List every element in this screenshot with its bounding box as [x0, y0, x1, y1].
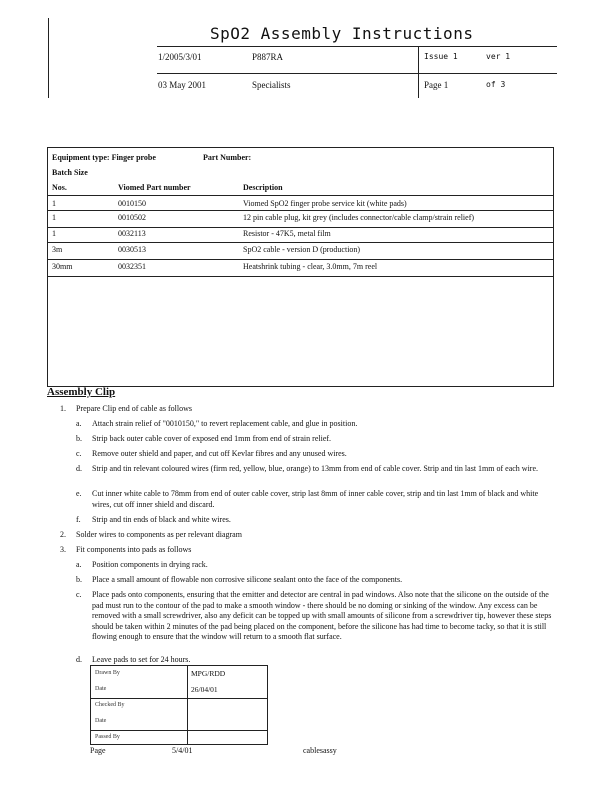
row-divider	[47, 227, 554, 228]
step-2-number: 2.	[60, 530, 66, 539]
row-2-nos: 1	[52, 213, 56, 222]
part-code: P887RA	[252, 52, 284, 62]
footer-date: 5/4/01	[172, 746, 193, 755]
step-1-text: Prepare Clip end of cable as follows	[76, 404, 192, 413]
step-3c-text: Place pads onto components, ensuring that the emitter and detector are central in pad windows. Also note that the silicone on the outside of the pad must run to the contour of the pad to make a smooth window - there should be no doming or sinking of the window. Any excess can be removed with a small screwdriver, also any deficit can be topped up with small amounts of silicone from a screwdriver tip, however these steps should be taken within 2 minutes of the pad being placed on the component, before the silicone has had time to become tacky, so that it is still flowing enough to ensure that the window will return to a smooth flat surface.	[92, 590, 552, 641]
col-header-desc: Description	[243, 183, 283, 192]
step-3-number: 3.	[60, 545, 66, 554]
checked-date-label: Date	[95, 718, 107, 724]
section-heading: Assembly Clip	[47, 386, 116, 398]
passed-by-label: Passed By	[95, 734, 120, 740]
row-1-desc: Viomed SpO2 finger probe service kit (white pads)	[243, 199, 407, 208]
step-1a-text: Attach strain relief of "0010150," to revert replacement cable, and glue in position.	[92, 419, 358, 428]
batch-size-label: Batch Size	[52, 168, 88, 177]
step-3c-letter: c.	[76, 590, 82, 599]
row-divider	[47, 276, 554, 277]
step-1d-text: Strip and tin relevant coloured wires (firm red, yellow, blue, orange) to 13mm from end of cable cover. Strip and tin last 1mm of each wire.	[92, 464, 539, 473]
step-1e-text: Cut inner white cable to 78mm from end of outer cable cover, strip last 8mm of inner cable cover, strip and tin last 1mm of black and white wires, cut off inner shield and discard.	[92, 489, 539, 509]
step-3a-letter: a.	[76, 560, 82, 569]
step-1d-letter: d.	[76, 464, 82, 473]
doc-id: 1/2005/3/01	[158, 52, 202, 62]
header-rule-1	[157, 46, 557, 47]
step-1c-letter: c.	[76, 449, 82, 458]
document-title: SpO2 Assembly Instructions	[210, 24, 474, 43]
row-5-nos: 30mm	[52, 262, 73, 271]
row-3-part: 0032113	[118, 229, 146, 238]
row-5-part: 0032351	[118, 262, 146, 271]
footer-filename: cablesassy	[303, 746, 337, 755]
step-3d-text: Leave pads to set for 24 hours.	[92, 655, 191, 664]
drawn-by-value: MPG/RDD	[191, 669, 226, 678]
row-4-nos: 3m	[52, 245, 63, 254]
equipment-type: Equipment type: Finger probe	[52, 153, 156, 162]
row-divider	[47, 242, 554, 243]
header-divider	[418, 46, 419, 98]
row-1-nos: 1	[52, 199, 56, 208]
drawn-date-label: Date	[95, 686, 107, 692]
row-divider	[47, 259, 554, 260]
row-3-desc: Resistor - 47K5, metal film	[243, 229, 331, 238]
page-of-label: of 3	[486, 80, 506, 89]
author: Specialists	[252, 80, 291, 90]
signoff-divider	[187, 666, 188, 744]
header-rule-2	[157, 73, 557, 74]
step-1b-letter: b.	[76, 434, 82, 443]
step-2-text: Solder wires to components as per relevant diagram	[76, 530, 242, 539]
signoff-box	[90, 665, 268, 745]
drawn-date-value: 26/04/01	[191, 685, 218, 694]
step-1e-letter: e.	[76, 489, 82, 498]
row-4-desc: SpO2 cable - version D (production)	[243, 245, 361, 254]
doc-date: 03 May 2001	[158, 80, 206, 90]
page-label: Page 1	[424, 80, 449, 90]
step-1c-text: Remove outer shield and paper, and cut off Kevlar fibres and any unused wires.	[92, 449, 347, 458]
footer-page-label: Page	[90, 746, 106, 755]
row-divider	[47, 195, 554, 196]
step-3a-text: Position components in drying rack.	[92, 560, 208, 569]
col-header-nos: Nos.	[52, 183, 67, 192]
step-3d-letter: d.	[76, 655, 82, 664]
version-label: ver 1	[486, 52, 511, 61]
issue-label: Issue 1	[424, 52, 458, 61]
drawn-by-label: Drawn By	[95, 670, 120, 676]
step-3-text: Fit components into pads as follows	[76, 545, 192, 554]
header-left-border	[48, 18, 49, 98]
checked-by-label: Checked By	[95, 702, 125, 708]
row-2-desc: 12 pin cable plug, kit grey (includes connector/cable clamp/strain relief)	[243, 213, 475, 222]
row-3-nos: 1	[52, 229, 56, 238]
step-1-number: 1.	[60, 404, 66, 413]
step-3b-text: Place a small amount of flowable non corrosive silicone sealant onto the face of the components.	[92, 575, 403, 584]
signoff-row-line	[91, 730, 267, 731]
step-1f-letter: f.	[76, 515, 81, 524]
part-number-label: Part Number:	[203, 153, 252, 162]
step-3b-letter: b.	[76, 575, 82, 584]
step-1f-text: Strip and tin ends of black and white wires.	[92, 515, 231, 524]
row-5-desc: Heatshrink tubing - clear, 3.0mm, 7m reel	[243, 262, 378, 271]
step-1a-letter: a.	[76, 419, 82, 428]
row-1-part: 0010150	[118, 199, 146, 208]
row-divider	[47, 210, 554, 211]
row-4-part: 0030513	[118, 245, 146, 254]
row-2-part: 0010502	[118, 213, 146, 222]
signoff-row-line	[91, 698, 267, 699]
step-1b-text: Strip back outer cable cover of exposed end 1mm from end of strain relief.	[92, 434, 332, 443]
col-header-part: Viomed Part number	[118, 183, 191, 192]
